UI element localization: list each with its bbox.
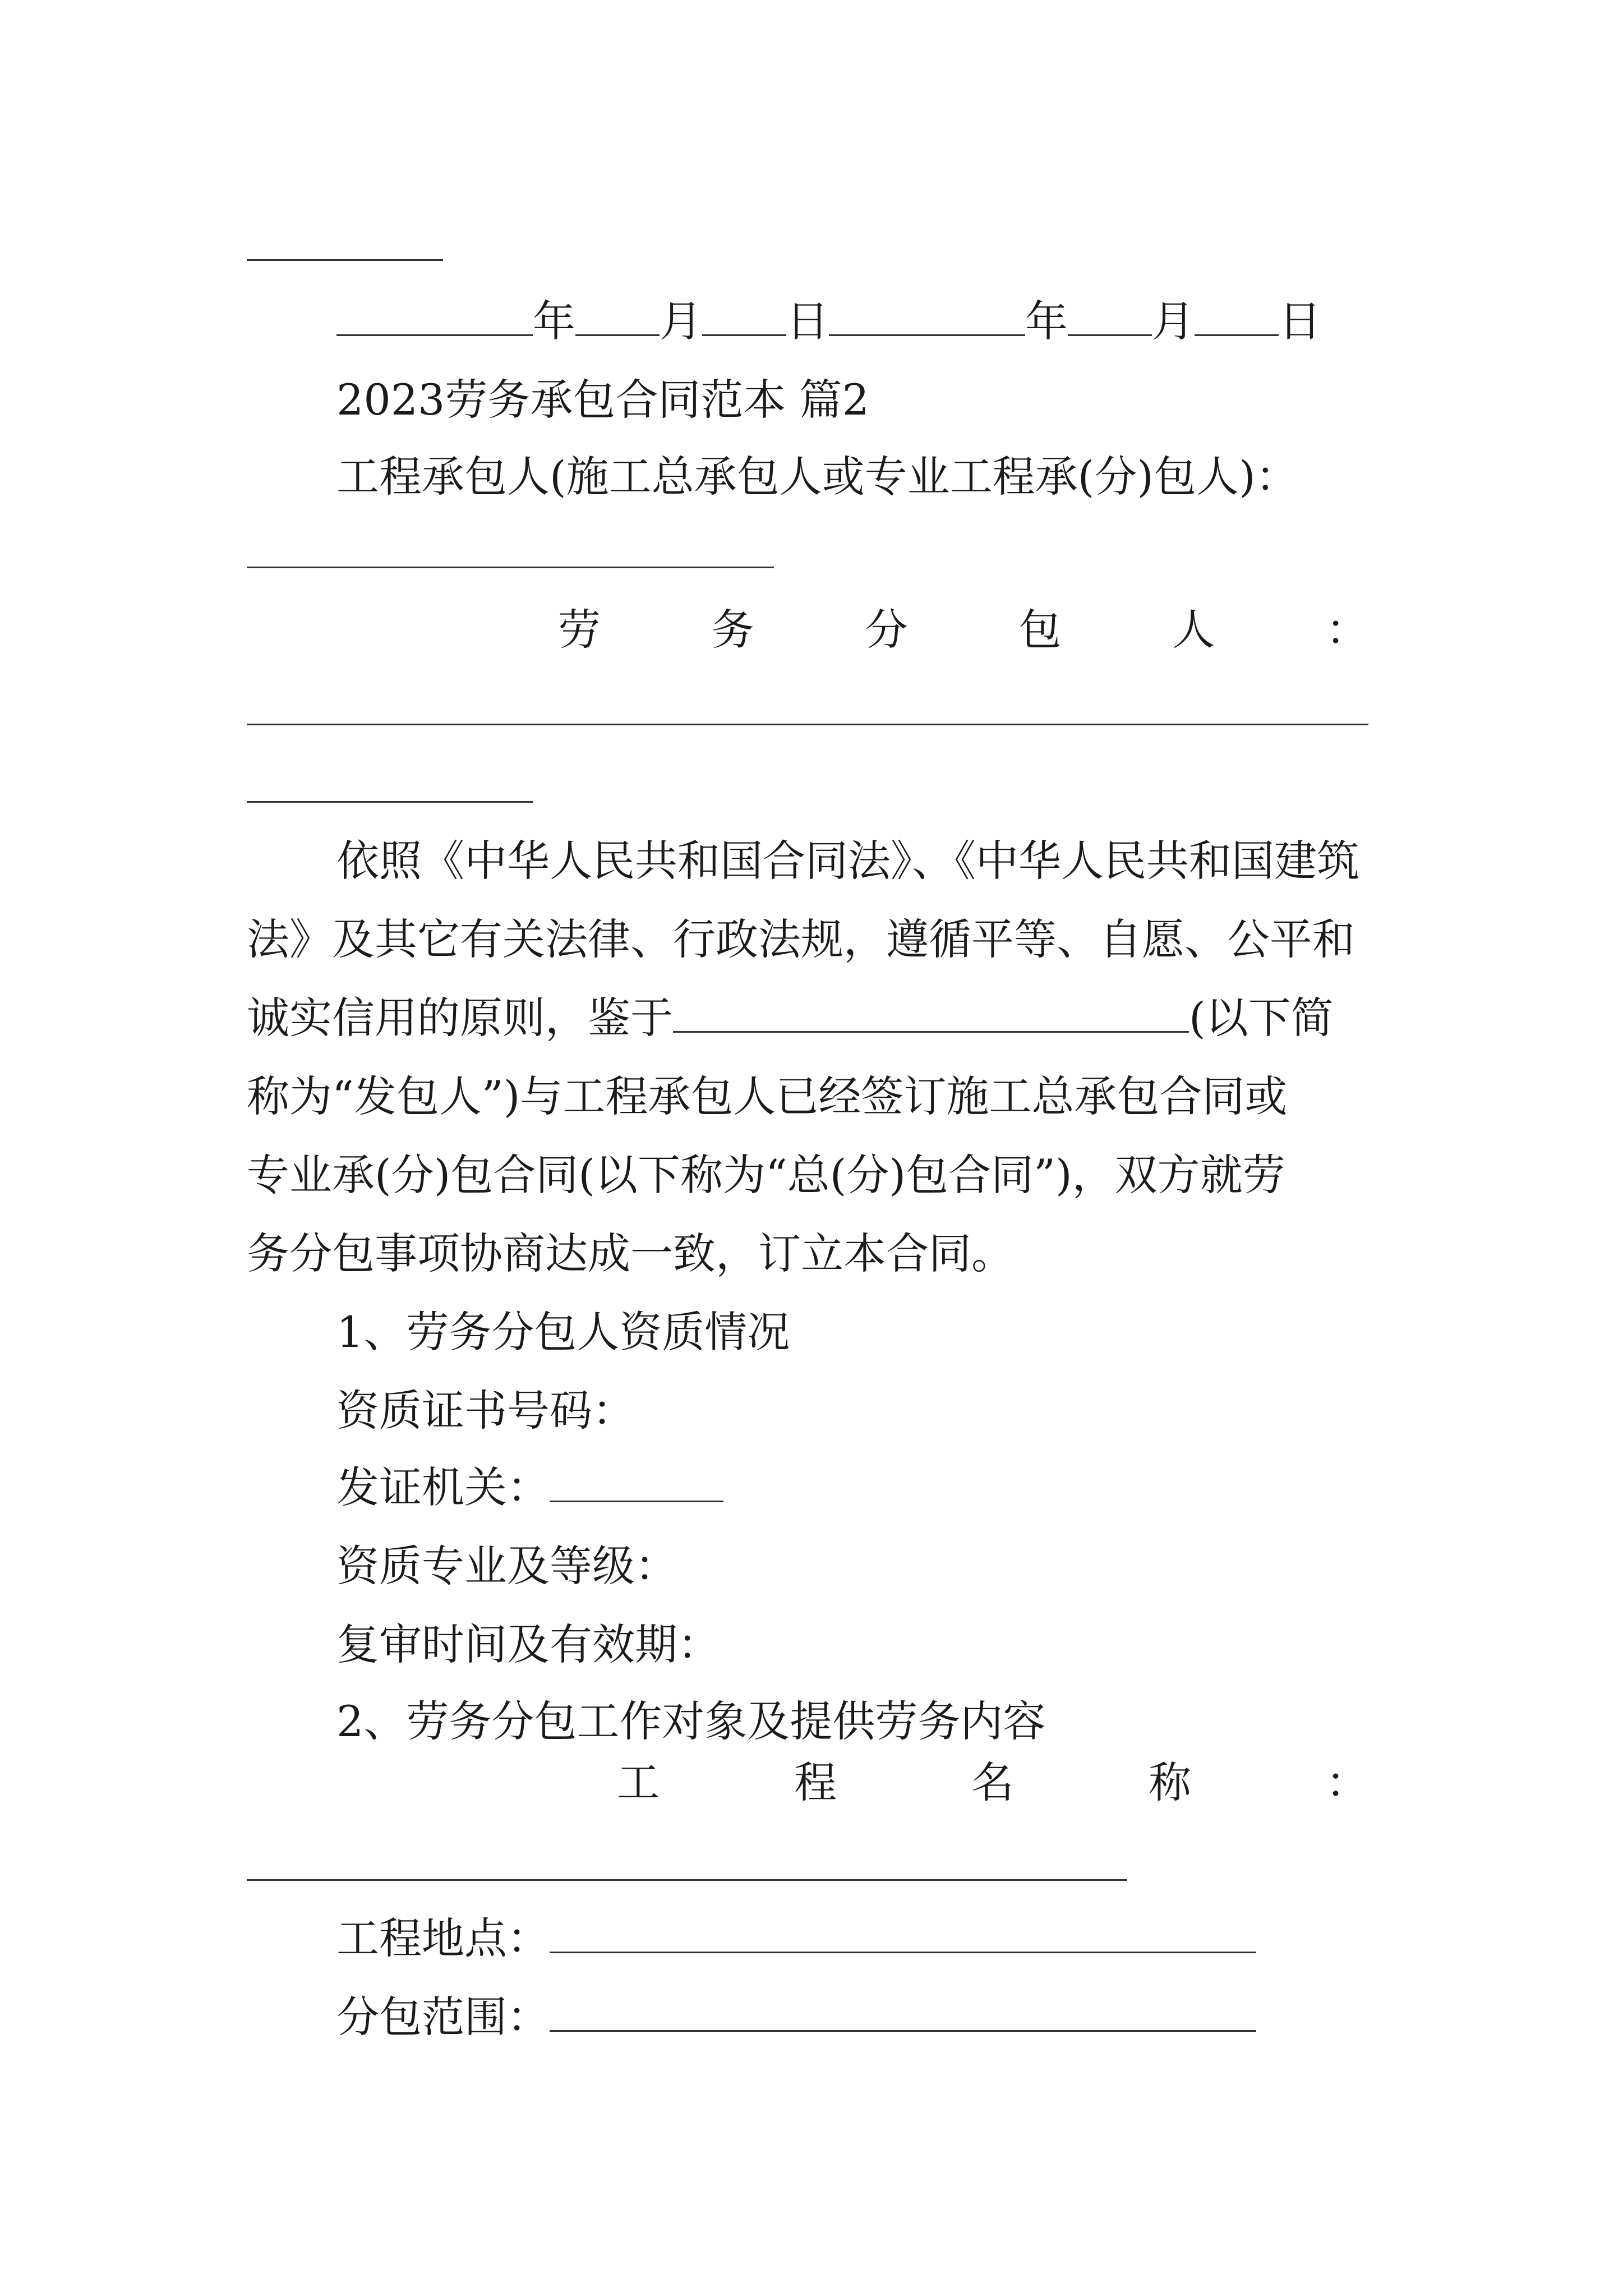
label-char: 务	[711, 605, 754, 655]
label-char: 称	[1149, 1757, 1191, 1807]
paragraph-line: 依照《中华人民共和国合同法》、《中华人民共和国建筑	[336, 836, 1359, 886]
paragraph-line: 专业承(分)包合同(以下称为“总(分)包合同”)，双方就劳	[247, 1150, 1285, 1200]
day-label: 日	[786, 296, 829, 346]
date-line	[336, 296, 1321, 346]
label-char: 名	[971, 1757, 1014, 1807]
labor-subcontractor-blank[interactable]	[247, 801, 533, 803]
day-blank[interactable]	[702, 301, 786, 336]
item2-heading: 2、劳务分包工作对象及提供劳务内容	[336, 1696, 1046, 1746]
section-title: 2023劳务承包合同范本 篇2	[336, 375, 869, 425]
paragraph-text: (以下简	[1189, 993, 1334, 1043]
year-blank[interactable]	[336, 301, 533, 336]
location-blank[interactable]	[550, 1918, 1256, 1953]
paragraph-line	[247, 993, 1334, 1043]
scope-label: 分包范围：	[336, 1992, 550, 2042]
label-char: ：	[1325, 605, 1368, 655]
location-label: 工程地点：	[336, 1913, 550, 1963]
paragraph-line: 法》及其它有关法律、行政法规，遵循平等、自愿、公平和	[247, 914, 1355, 964]
month-label: 月	[1152, 296, 1195, 346]
year-blank[interactable]	[829, 301, 1025, 336]
label-char: 人	[1172, 605, 1215, 655]
issuer-blank[interactable]	[550, 1467, 723, 1502]
year-label: 年	[1025, 296, 1068, 346]
contractor-blank[interactable]	[247, 567, 774, 568]
month-blank[interactable]	[575, 301, 660, 336]
label-char: 分	[865, 605, 908, 655]
label-char: 工	[617, 1757, 660, 1807]
contractor-line: 工程承包人(施工总承包人或专业工程承(分)包人)：	[336, 452, 1298, 501]
paragraph-line: 称为“发包人”)与工程承包人已经签订施工总承包合同或	[247, 1071, 1288, 1121]
label-char: 包	[1018, 605, 1062, 655]
grade-label: 资质专业及等级：	[336, 1541, 677, 1591]
paragraph-line: 务分包事项协商达成一致，订立本合同。	[247, 1228, 1014, 1278]
location-line	[336, 1913, 1256, 1963]
cert-no-label: 资质证书号码：	[336, 1386, 635, 1435]
day-label: 日	[1279, 296, 1321, 346]
project-name-blank[interactable]	[247, 1879, 1127, 1881]
issuer-label: 发证机关：	[336, 1462, 550, 1512]
issuer-line	[336, 1462, 723, 1512]
item1-heading: 1、劳务分包人资质情况	[336, 1307, 790, 1357]
signature-rule	[247, 259, 443, 261]
month-blank[interactable]	[1068, 301, 1152, 336]
label-char: 劳	[558, 605, 601, 655]
paragraph-text: 诚实信用的原则，鉴于	[247, 993, 673, 1043]
month-label: 月	[660, 296, 702, 346]
labor-subcontractor-line	[558, 605, 1368, 655]
employer-blank[interactable]	[673, 997, 1189, 1033]
review-label: 复审时间及有效期：	[336, 1619, 720, 1669]
day-blank[interactable]	[1195, 301, 1279, 336]
scope-line	[336, 1992, 1256, 2042]
label-char: ：	[1326, 1757, 1368, 1807]
label-char: 程	[794, 1757, 837, 1807]
scope-blank[interactable]	[550, 1996, 1256, 2032]
year-label: 年	[533, 296, 575, 346]
project-name-line	[617, 1757, 1368, 1807]
labor-subcontractor-blank[interactable]	[247, 724, 1368, 725]
